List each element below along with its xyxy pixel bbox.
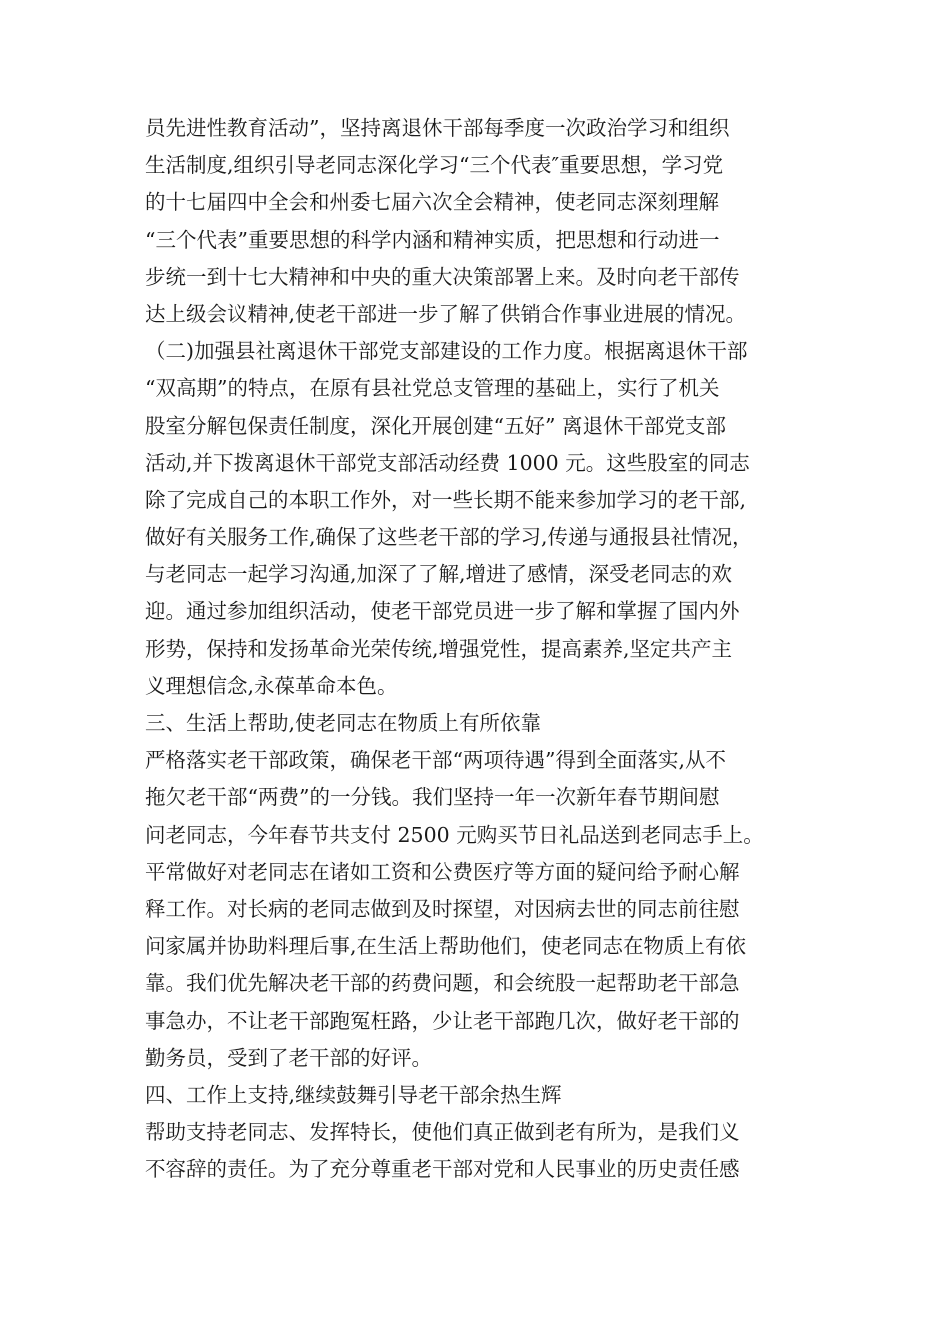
text-line: 迎。通过参加组织活动，使老干部党员进一步了解和掌握了国内外 bbox=[145, 599, 740, 624]
text-line: 问老同志，今年春节共支付 2500 元购买节日礼品送到老同志手上。 bbox=[145, 822, 764, 847]
body-text bbox=[145, 110, 825, 1188]
text-line: 做好有关服务工作,确保了这些老干部的学习,传递与通报县社情况， bbox=[145, 525, 753, 550]
text-line: 员先进性教育活动”，坚持离退休干部每季度一次政治学习和组织 bbox=[145, 116, 730, 140]
text-line: 达上级会议精神,使老干部进一步了解了供销合作事业进展的情况。 bbox=[145, 301, 747, 326]
text-line: 步统一到十七大精神和中央的重大决策部署上来。及时向老干部传 bbox=[145, 264, 740, 289]
text-line: 拖欠老干部“两费”的一分钱。我们坚持一年一次新年春节期间慰 bbox=[145, 785, 720, 810]
text-line: 问家属并协助料理后事,在生活上帮助他们，使老同志在物质上有依 bbox=[145, 934, 747, 959]
text-line: 活动,并下拨离退休干部党支部活动经费 1000 元。这些股室的同志 bbox=[145, 450, 750, 475]
text-line: 帮助支持老同志、发挥特长，使他们真正做到老有所为，是我们义 bbox=[145, 1120, 740, 1145]
text-line: 的十七届四中全会和州委七届六次全会精神，使老同志深刻理解 bbox=[145, 190, 719, 215]
text-line: 勤务员，受到了老干部的好评。 bbox=[145, 1045, 432, 1070]
text-line: 形势，保持和发扬革命光荣传统,增强党性，提高素养,坚定共产主 bbox=[145, 636, 733, 661]
text-line: 与老同志一起学习沟通,加深了了解,增进了感情，深受老同志的欢 bbox=[145, 562, 733, 587]
text-line: “三个代表”重要思想的科学内涵和精神实质，把思想和行动进一 bbox=[145, 227, 720, 252]
text-line: 不容辞的责任。为了充分尊重老干部对党和人民事业的历史责任感 bbox=[145, 1157, 740, 1182]
text-line: 严格落实老干部政策，确保老干部“两项待遇”得到全面落实,从不 bbox=[145, 748, 726, 773]
text-line: 股室分解包保责任制度，深化开展创建“五好” 离退休干部党支部 bbox=[145, 413, 726, 438]
text-line: 义理想信念,永葆革命本色。 bbox=[145, 673, 398, 698]
text-line: 生活制度,组织引导老同志深化学习“三个代表″重要思想，学习党 bbox=[145, 153, 724, 178]
text-line: 除了完成自己的本职工作外，对一些长期不能来参加学习的老干部, bbox=[145, 487, 747, 512]
section-heading: 四、工作上支持,继续鼓舞引导老干部余热生辉 bbox=[145, 1082, 562, 1107]
text-line: “双高期”的特点，在原有县社党总支管理的基础上，实行了机关 bbox=[145, 376, 720, 401]
text-line: 平常做好对老同志在诸如工资和公费医疗等方面的疑问给予耐心解 bbox=[145, 859, 740, 884]
text-line: 释工作。对长病的老同志做到及时探望，对因病去世的同志前往慰 bbox=[145, 896, 740, 921]
section-heading: 三、生活上帮助,使老同志在物质上有所依靠 bbox=[145, 711, 542, 735]
text-line: 靠。我们优先解决老干部的药费问题，和会统股一起帮助老干部急 bbox=[145, 971, 740, 996]
text-line: 事急办，不让老干部跑冤枉路，少让老干部跑几次，做好老干部的 bbox=[145, 1008, 740, 1033]
text-line: （二)加强县社离退休干部党支部建设的工作力度。根据离退休干部 bbox=[145, 339, 748, 364]
